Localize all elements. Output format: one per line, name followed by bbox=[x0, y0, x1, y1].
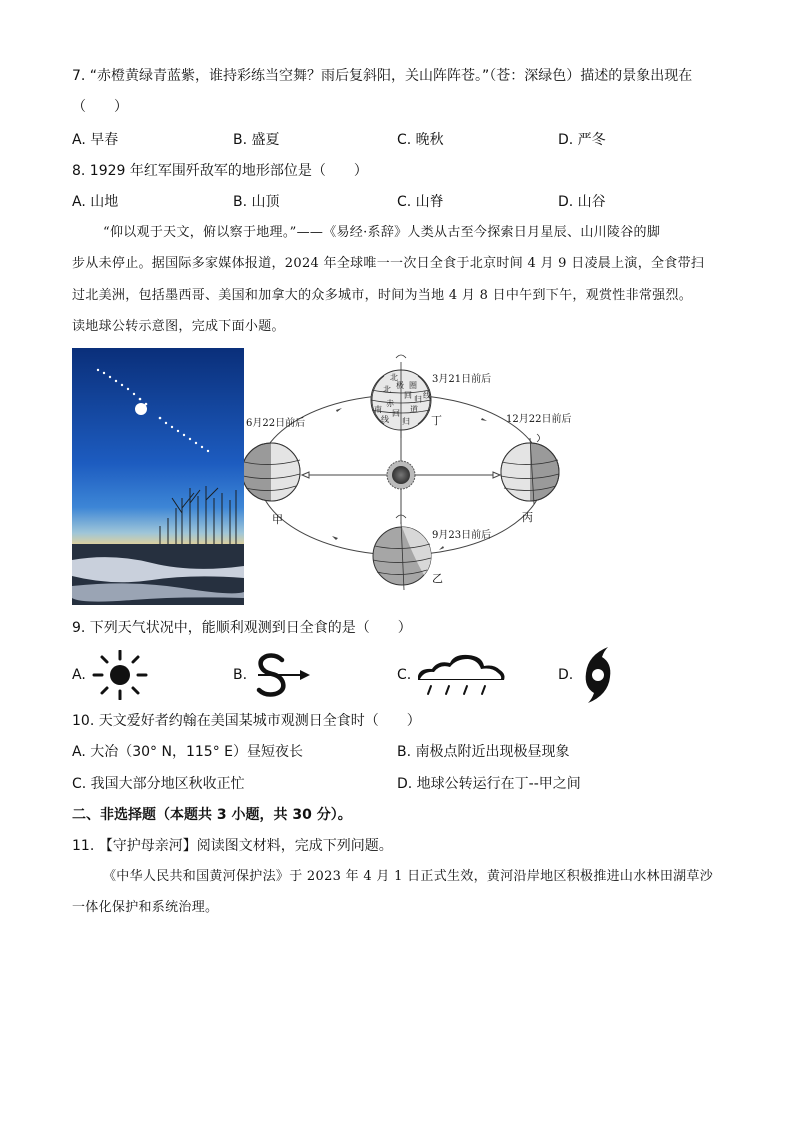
q7-option-c: C. 晚秋 bbox=[397, 132, 444, 148]
q8-option-d: D. 山谷 bbox=[558, 194, 606, 210]
q7-option-a: A. 早春 bbox=[72, 132, 119, 148]
globe-word-9: 道 bbox=[410, 405, 418, 414]
q9-stem: 9. 下列天气状况中，能顺利观测到日全食的是（ ） bbox=[72, 620, 412, 636]
typhoon-weather-icon bbox=[578, 645, 618, 705]
globe-word-8: 赤 bbox=[386, 399, 394, 408]
globe-word-5: 回 bbox=[404, 391, 412, 400]
position-ding: 丁 bbox=[431, 414, 442, 427]
q9-label-a: A. bbox=[72, 667, 86, 683]
q9-label-b: B. bbox=[233, 667, 248, 683]
q10-option-b: B. 南极点附近出现极昼现象 bbox=[397, 744, 570, 760]
q11-passage-line1: 《中华人民共和国黄河保护法》于 2023 年 4 月 1 日正式生效，黄河沿岸地区积极推进山水林田湖草沙 bbox=[103, 869, 714, 884]
q7-stem-line2: （ ） bbox=[72, 99, 128, 115]
globe-word-11: 回 bbox=[392, 409, 400, 418]
globe-september bbox=[373, 515, 431, 590]
date-december: 12月22日前后 bbox=[506, 414, 572, 425]
date-september: 9月23日前后 bbox=[432, 530, 492, 541]
q10-option-c: C. 我国大部分地区秋收正忙 bbox=[72, 776, 245, 792]
globe-word-1: 北 bbox=[390, 373, 398, 382]
globe-word-6: 归 bbox=[414, 395, 422, 404]
q10-option-a: A. 大冶（30° N，115° E）昼短夜长 bbox=[72, 744, 303, 760]
eclipse-photo bbox=[72, 348, 244, 605]
passage1-line3: 过北美洲，包括墨西哥、美国和加拿大的众多城市，时间为当地 4 月 8 日中午到下午，观赏性非常强烈。 bbox=[72, 288, 693, 303]
q8-stem: 8. 1929 年红军围歼敌军的地形部位是（ ） bbox=[72, 163, 368, 179]
q8-option-a: A. 山地 bbox=[72, 194, 119, 210]
section2-title: 二、非选择题（本题共 3 小题，共 30 分）。 bbox=[72, 807, 352, 823]
q7-option-b: B. 盛夏 bbox=[233, 132, 280, 148]
q10-option-d: D. 地球公转运行在丁--甲之间 bbox=[397, 776, 581, 792]
passage1-line1: “仰以观于天文，俯以察于地理。”——《易经·系辞》人类从古至今探索日月星辰、山川陵谷的脚 bbox=[103, 225, 661, 240]
sunny-weather-icon bbox=[92, 650, 148, 700]
globe-word-12: 归 bbox=[402, 417, 410, 426]
q11-stem: 11. 【守护母亲河】阅读图文材料，完成下列问题。 bbox=[72, 838, 393, 854]
date-march: 3月21日前后 bbox=[432, 374, 492, 385]
globe-word-13: 线 bbox=[381, 415, 389, 424]
globe-june bbox=[244, 443, 300, 501]
position-yi: 乙 bbox=[432, 572, 443, 585]
position-jia: 甲 bbox=[272, 513, 283, 526]
globe-march bbox=[371, 355, 431, 438]
q7-stem-line1: 7. “赤橙黄绿青蓝紫，谁持彩练当空舞？雨后复斜阳，关山阵阵苍。”（苍：深绿色）描述的景象出现在 bbox=[72, 68, 693, 84]
date-june: 6月22日前后 bbox=[246, 418, 306, 429]
globe-word-3: 圈 bbox=[409, 381, 417, 390]
globe-word-7: 线 bbox=[423, 391, 431, 400]
q9-label-d: D. bbox=[558, 667, 574, 683]
sandstorm-weather-icon bbox=[254, 652, 316, 698]
q11-passage-line2: 一体化保护和系统治理。 bbox=[72, 900, 219, 915]
globe-word-2: 极 bbox=[396, 381, 404, 390]
globe-word-10: 南 bbox=[374, 405, 382, 414]
q10-stem: 10. 天文爱好者约翰在美国某城市观测日全食时（ ） bbox=[72, 713, 421, 729]
q8-option-b: B. 山顶 bbox=[233, 194, 280, 210]
passage1-line2: 步从未停止。据国际多家媒体报道，2024 年全球唯一一次日全食于北京时间 4 月 9 日凌晨上演，全食带扫 bbox=[72, 256, 705, 271]
globe-december bbox=[501, 434, 559, 504]
globe-word-4: 北 bbox=[383, 385, 391, 394]
earth-revolution-diagram bbox=[244, 348, 574, 593]
q9-label-c: C. bbox=[397, 667, 412, 683]
passage1-line4: 读地球公转示意图，完成下面小题。 bbox=[72, 319, 285, 334]
eclipse-sun bbox=[135, 403, 147, 415]
cloudy-rain-weather-icon bbox=[414, 652, 508, 698]
position-bing: 丙 bbox=[522, 511, 533, 524]
sun-symbol bbox=[387, 461, 415, 489]
q8-option-c: C. 山脊 bbox=[397, 194, 444, 210]
q7-option-d: D. 严冬 bbox=[558, 132, 606, 148]
